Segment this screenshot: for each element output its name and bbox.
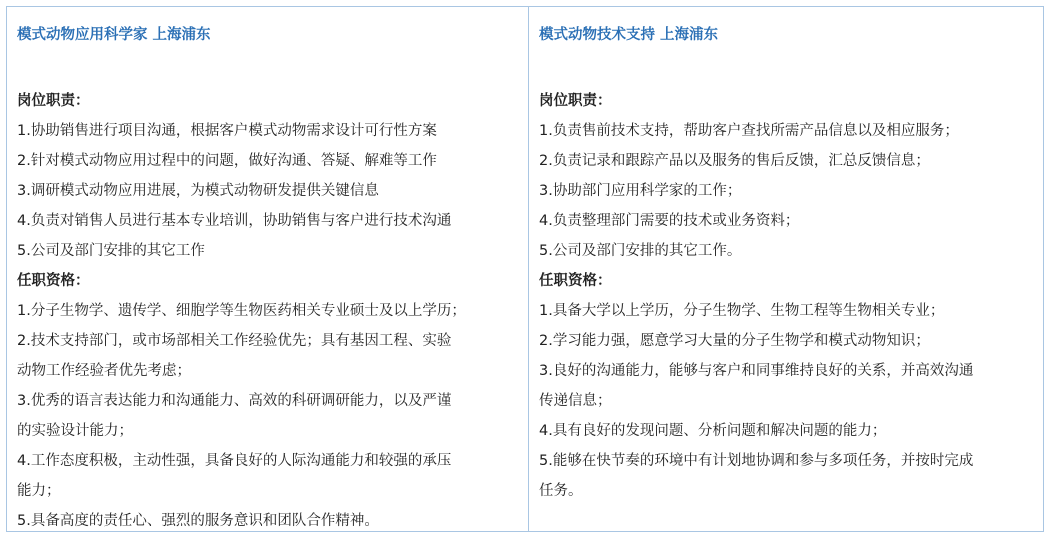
- qualification-item: 5.能够在快节奏的环境中有计划地协调和参与多项任务，并按时完成: [539, 453, 974, 469]
- qualification-item-cont: 传递信息；: [539, 393, 612, 409]
- right-column: [529, 7, 1043, 531]
- qualifications-heading: 任职资格：: [17, 273, 90, 289]
- job-title: 模式动物应用科学家 上海浦东: [17, 27, 211, 43]
- qualification-item: 2.技术支持部门，或市场部相关工作经验优先；具有基因工程、实验: [17, 333, 452, 349]
- left-column: [7, 7, 529, 531]
- job-title: 模式动物技术支持 上海浦东: [539, 27, 719, 43]
- qualification-item-cont: 动物工作经验者优先考虑；: [17, 363, 191, 379]
- qualification-item: 5.具备高度的责任心、强烈的服务意识和团队合作精神。: [17, 513, 379, 529]
- qualification-item-cont: 能力；: [17, 483, 61, 499]
- duty-item: 1.负责售前技术支持，帮助客户查找所需产品信息以及相应服务；: [539, 123, 959, 139]
- duty-item: 2.针对模式动物应用过程中的问题，做好沟通、答疑、解难等工作: [17, 153, 437, 169]
- duty-item: 2.负责记录和跟踪产品以及服务的售后反馈，汇总反馈信息；: [539, 153, 930, 169]
- duty-item: 5.公司及部门安排的其它工作。: [539, 243, 742, 259]
- duty-item: 4.负责整理部门需要的技术或业务资料；: [539, 213, 800, 229]
- qualification-item: 1.具备大学以上学历，分子生物学、生物工程等生物相关专业；: [539, 303, 945, 319]
- duty-item: 3.协助部门应用科学家的工作；: [539, 183, 742, 199]
- duties-heading: 岗位职责：: [17, 93, 90, 109]
- qualification-item: 3.优秀的语言表达能力和沟通能力、高效的科研调研能力，以及严谨: [17, 393, 452, 409]
- qualification-item: 4.具有良好的发现问题、分析问题和解决问题的能力；: [539, 423, 887, 439]
- duty-item: 4.负责对销售人员进行基本专业培训，协助销售与客户进行技术沟通: [17, 213, 452, 229]
- duty-item: 5.公司及部门安排的其它工作: [17, 243, 205, 259]
- job-table: [6, 6, 1044, 532]
- job-body: [539, 86, 973, 506]
- duty-item: 3.调研模式动物应用进展，为模式动物研发提供关键信息: [17, 183, 379, 199]
- qualification-item: 1.分子生物学、遗传学、细胞学等生物医药相关专业硕士及以上学历；: [17, 303, 466, 319]
- qualifications-heading: 任职资格：: [539, 273, 612, 289]
- job-body: [17, 86, 466, 536]
- duty-item: 1.协助销售进行项目沟通，根据客户模式动物需求设计可行性方案: [17, 123, 437, 139]
- qualification-item: 4.工作态度积极，主动性强，具备良好的人际沟通能力和较强的承压: [17, 453, 452, 469]
- qualification-item: 2.学习能力强，愿意学习大量的分子生物学和模式动物知识；: [539, 333, 930, 349]
- qualification-item-cont: 任务。: [539, 483, 583, 499]
- qualification-item-cont: 的实验设计能力；: [17, 423, 133, 439]
- duties-heading: 岗位职责：: [539, 93, 612, 109]
- qualification-item: 3.良好的沟通能力，能够与客户和同事维持良好的关系，并高效沟通: [539, 363, 974, 379]
